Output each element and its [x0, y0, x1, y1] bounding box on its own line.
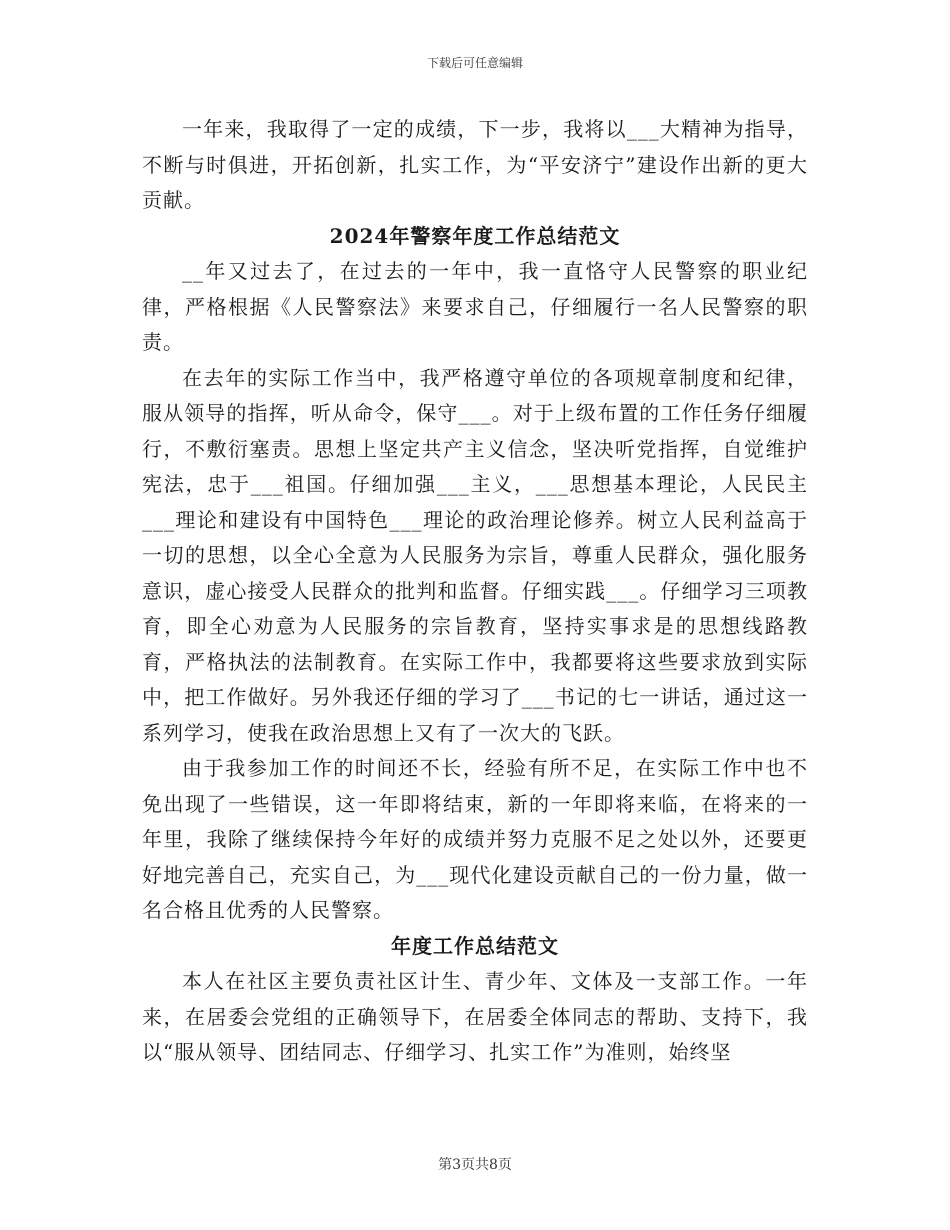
paragraph-outlook: 由于我参加工作的时间还不长，经验有所不足，在实际工作中也不免出现了一些错误，这一年即将结束，新的一年即将来临，在将来的一年里，我除了继续保持今年好的成绩并努力克服不足之处以外，还要更好地完善自己，充实自己，为___现代化建设贡献自己的一份力量，做一名合格且优秀的人民警察。 [142, 756, 808, 922]
paragraph-work: 在去年的实际工作当中，我严格遵守单位的各项规章制度和纪律，服从领导的指挥，听从命令，保守___。对于上级布置的工作任务仔细履行，不敷衍塞责。思想上坚定共产主义信念，坚决听党指挥，自觉维护宪法，忠于___祖国。仔细加强___主义，___思想基本理论，人民民主___理论和建设有中国特色___理论的政治理论修养。树立人民利益高于一切的思想，以全心全意为人民服务为宗旨，尊重人民群众，强化服务意识，虚心接受人民群众的批判和监督。仔细实践___。仔细学习三项教育，即全心劝意为人民服务的宗旨教育，坚持实事求是的思想线路教育，严格执法的法制教育。在实际工作中，我都要将这些要求放到实际中，把工作做好。另外我还仔细的学习了___书记的七一讲话，通过这一系列学习，使我在政治思想上又有了一次大的飞跃。 [142, 365, 808, 745]
paragraph-closing: 一年来，我取得了一定的成绩，下一步，我将以___大精神为指导，不断与时俱进，开拓创新，扎实工作，为“平安济宁”建设作出新的更大贡献。 [142, 117, 808, 212]
page-header: 下载后可任意编辑 [426, 56, 523, 70]
paragraph-community: 本人在社区主要负责社区计生、青少年、文体及一支部工作。一年来，在居委会党组的正确领导下，在居委全体同志的帮助、支持下，我以“服从领导、团结同志、仔细学习、扎实工作”为准则，始终坚 [142, 969, 808, 1064]
section-title-police-summary: 2024年警察年度工作总结范文 [329, 223, 621, 248]
document-body [142, 112, 808, 1071]
page-number: 第3页共8页 [438, 1157, 512, 1173]
section-title-annual-summary: 年度工作总结范文 [391, 933, 559, 958]
paragraph-intro: __年又过去了，在过去的一年中，我一直恪守人民警察的职业纪律，严格根据《人民警察法》来要求自己，仔细履行一名人民警察的职责。 [142, 259, 808, 354]
